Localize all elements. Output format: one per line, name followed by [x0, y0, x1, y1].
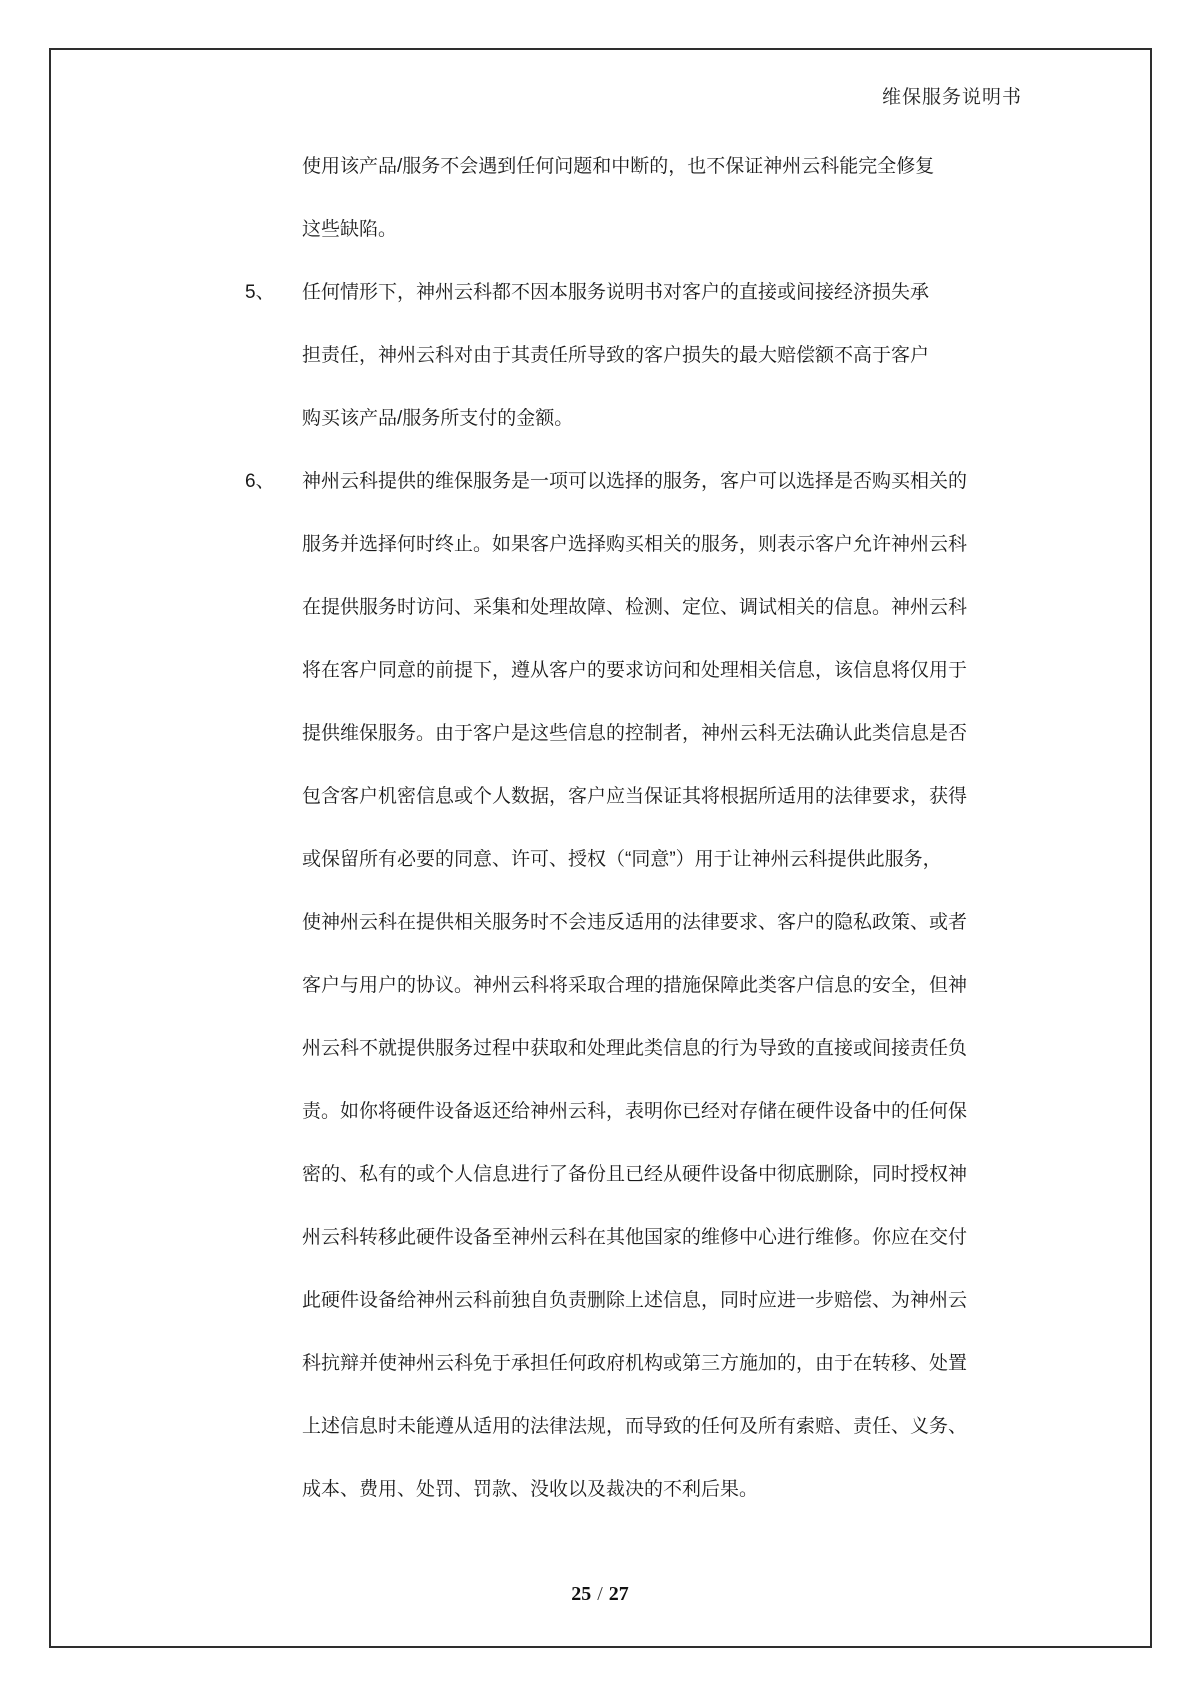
header-title: 维保服务说明书 [881, 87, 1022, 108]
list-item [0, 261, 1200, 450]
text-line: 责。如你将硬件设备返还给神州云科，表明你已经对存储在硬件设备中的任何保 [302, 1101, 968, 1122]
text-line: 包含客户机密信息或个人数据，客户应当保证其将根据所适用的法律要求，获得 [302, 786, 968, 807]
text-line: 此硬件设备给神州云科前独自负责删除上述信息，同时应进一步赔偿、为神州云 [302, 1290, 968, 1311]
page-number-total: 27 [608, 1583, 629, 1605]
list-item-number: 6、 [245, 471, 275, 492]
text-line: 任何情形下，神州云科都不因本服务说明书对客户的直接或间接经济损失承 [302, 282, 930, 303]
text-line: 州云科转移此硬件设备至神州云科在其他国家的维修中心进行维修。你应在交付 [302, 1227, 968, 1248]
text-line: 州云科不就提供服务过程中获取和处理此类信息的行为导致的直接或间接责任负 [302, 1038, 968, 1059]
text-line: 提供维保服务。由于客户是这些信息的控制者，神州云科无法确认此类信息是否 [302, 723, 968, 744]
document-body [0, 135, 1200, 1521]
text-line: 使用该产品/服务不会遇到任何问题和中断的，也不保证神州云科能完全修复 [302, 156, 935, 177]
text-line: 科抗辩并使神州云科免于承担任何政府机构或第三方施加的，由于在转移、处置 [302, 1353, 968, 1374]
page-number-separator: / [597, 1583, 603, 1605]
text-line: 神州云科提供的维保服务是一项可以选择的服务，客户可以选择是否购买相关的 [302, 471, 968, 492]
text-line: 在提供服务时访问、采集和处理故障、检测、定位、调试相关的信息。神州云科 [302, 597, 968, 618]
list-item-number: 5、 [245, 282, 275, 303]
text-line: 服务并选择何时终止。如果客户选择购买相关的服务，则表示客户允许神州云科 [302, 534, 968, 555]
page-footer [0, 1583, 1200, 1606]
text-line: 成本、费用、处罚、罚款、没收以及裁决的不利后果。 [302, 1479, 759, 1500]
list-item [0, 450, 1200, 1521]
text-line: 上述信息时未能遵从适用的法律法规，而导致的任何及所有索赔、责任、义务、 [302, 1416, 968, 1437]
text-line: 使神州云科在提供相关服务时不会违反适用的法律要求、客户的隐私政策、或者 [302, 912, 968, 933]
page-header [0, 82, 1022, 109]
text-line: 或保留所有必要的同意、许可、授权（“同意”）用于让神州云科提供此服务， [302, 849, 942, 870]
list-item-lines [302, 261, 1200, 450]
text-line: 密的、私有的或个人信息进行了备份且已经从硬件设备中彻底删除，同时授权神 [302, 1164, 968, 1185]
list-item-lines [302, 135, 1200, 261]
list-item [0, 135, 1200, 261]
text-line: 购买该产品/服务所支付的金额。 [302, 408, 574, 429]
text-line: 担责任，神州云科对由于其责任所导致的客户损失的最大赔偿额不高于客户 [302, 345, 930, 366]
page-number-current: 25 [571, 1583, 592, 1605]
list-item-lines [302, 450, 1200, 1521]
text-line: 这些缺陷。 [302, 219, 398, 240]
text-line: 将在客户同意的前提下，遵从客户的要求访问和处理相关信息，该信息将仅用于 [302, 660, 968, 681]
text-line: 客户与用户的协议。神州云科将采取合理的措施保障此类客户信息的安全，但神 [302, 975, 968, 996]
